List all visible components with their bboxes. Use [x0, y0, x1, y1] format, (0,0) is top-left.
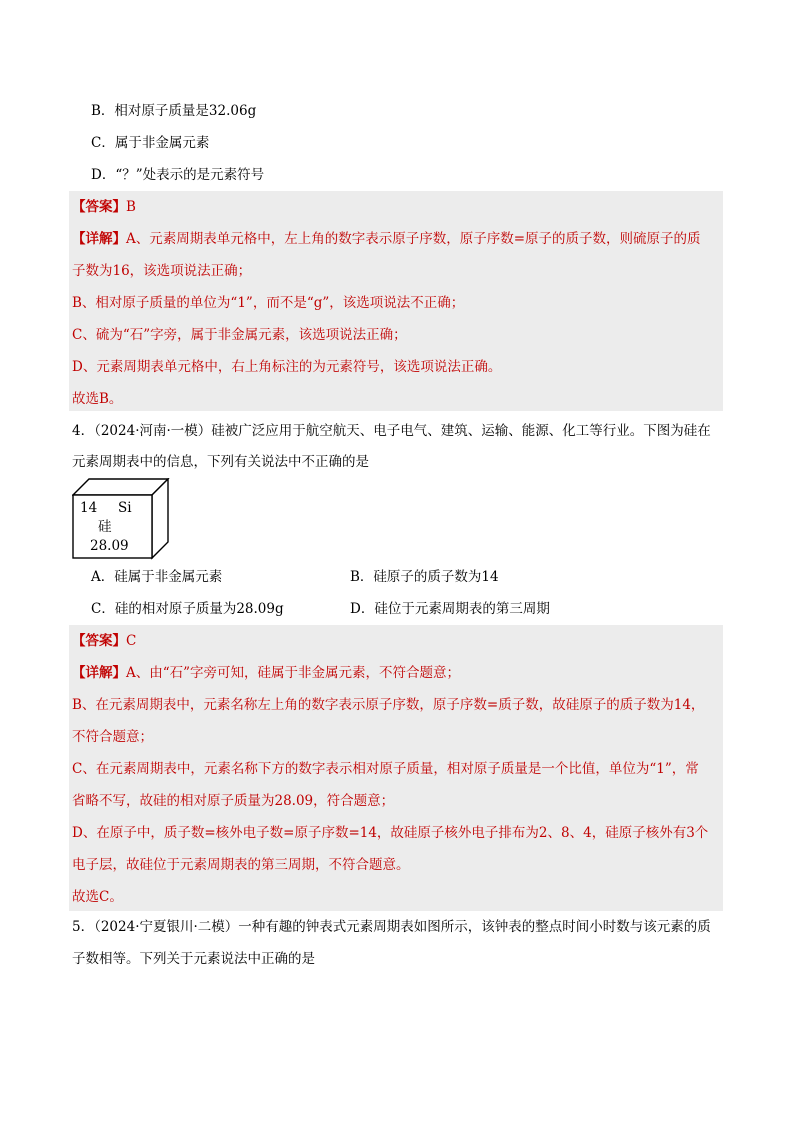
- atomic-number: 14: [80, 500, 98, 516]
- q3-detail-line: B、相对原子质量的单位为“1”，而不是“g”，该选项说法不正确；: [72, 295, 465, 311]
- q4-detail-line: 不符合题意；: [72, 729, 153, 745]
- q4-answer: [72, 631, 136, 651]
- q4-option-a: A．硅属于非金属元素: [91, 569, 223, 585]
- q3-option-b: B．相对原子质量是32.06g: [91, 103, 257, 119]
- q3-detail-line: [72, 229, 701, 249]
- q4-detail-line: 省略不写，故硅的相对原子质量为28.09，符合题意；: [72, 793, 395, 809]
- q3-detail-line: C、硫为“石”字旁，属于非金属元素，该选项说法正确；: [72, 327, 407, 343]
- answer-value: B: [126, 199, 136, 215]
- q4-detail-line: D、在原子中，质子数=核外电子数=原子序数=14，故硅原子核外电子排布为2、8、4，硅原子核外有3个: [72, 825, 709, 841]
- q3-detail-line: 子数为16，该选项说法正确；: [72, 263, 252, 279]
- detail-text: A、由“石”字旁可知，硅属于非金属元素，不符合题意；: [126, 665, 461, 681]
- q4-option-b: B．硅原子的质子数为14: [350, 569, 499, 585]
- q3-detail-line: 故选B。: [72, 391, 123, 407]
- answer-value: C: [126, 633, 137, 649]
- q4-detail-line: 电子层，故硅位于元素周期表的第三周期，不符合题意。: [72, 857, 410, 873]
- q4-option-c: C．硅的相对原子质量为28.09g: [91, 601, 284, 617]
- q5-stem-line: 子数相等。下列关于元素说法中正确的是: [72, 951, 315, 967]
- q3-option-c: C．属于非金属元素: [91, 135, 210, 151]
- element-name: 硅: [98, 519, 112, 535]
- q5-stem-line: 5．（2024·宁夏银川·二模）一种有趣的钟表式元素周期表如图所示，该钟表的整点时间小时数与该元素的质: [72, 919, 711, 935]
- element-symbol: Si: [118, 500, 132, 516]
- answer-label: 【答案】: [72, 633, 126, 649]
- detail-text: A、元素周期表单元格中，左上角的数字表示原子序数，原子序数=原子的质子数，则硫原子的质: [126, 231, 701, 247]
- q4-stem-line: 4．（2024·河南·一模）硅被广泛应用于航空航天、电子电气、建筑、运输、能源、化工等行业。下图为硅在: [72, 423, 711, 439]
- q4-stem-line: 元素周期表中的信息，下列有关说法中不正确的是: [72, 454, 369, 470]
- q3-answer: [72, 197, 136, 217]
- q3-option-d: D．“？”处表示的是元素符号: [91, 167, 265, 183]
- atomic-mass: 28.09: [90, 538, 129, 554]
- q3-detail-line: D、元素周期表单元格中，右上角标注的为元素符号，该选项说法正确。: [72, 359, 502, 375]
- silicon-element-cell: [72, 478, 170, 560]
- q4-detail-line: C、在元素周期表中，元素名称下方的数字表示相对原子质量，相对原子质量是一个比值，单位为“1”，常: [72, 761, 699, 777]
- q4-detail-line: [72, 663, 460, 683]
- answer-label: 【答案】: [72, 199, 126, 215]
- q4-detail-line: B、在元素周期表中，元素名称左上角的数字表示原子序数，原子序数=质子数，故硅原子的质子数为14，: [72, 697, 705, 713]
- q4-option-d: D．硅位于元素周期表的第三周期: [350, 601, 550, 617]
- detail-label: 【详解】: [72, 665, 126, 681]
- detail-label: 【详解】: [72, 231, 126, 247]
- q4-detail-line: 故选C。: [72, 889, 123, 905]
